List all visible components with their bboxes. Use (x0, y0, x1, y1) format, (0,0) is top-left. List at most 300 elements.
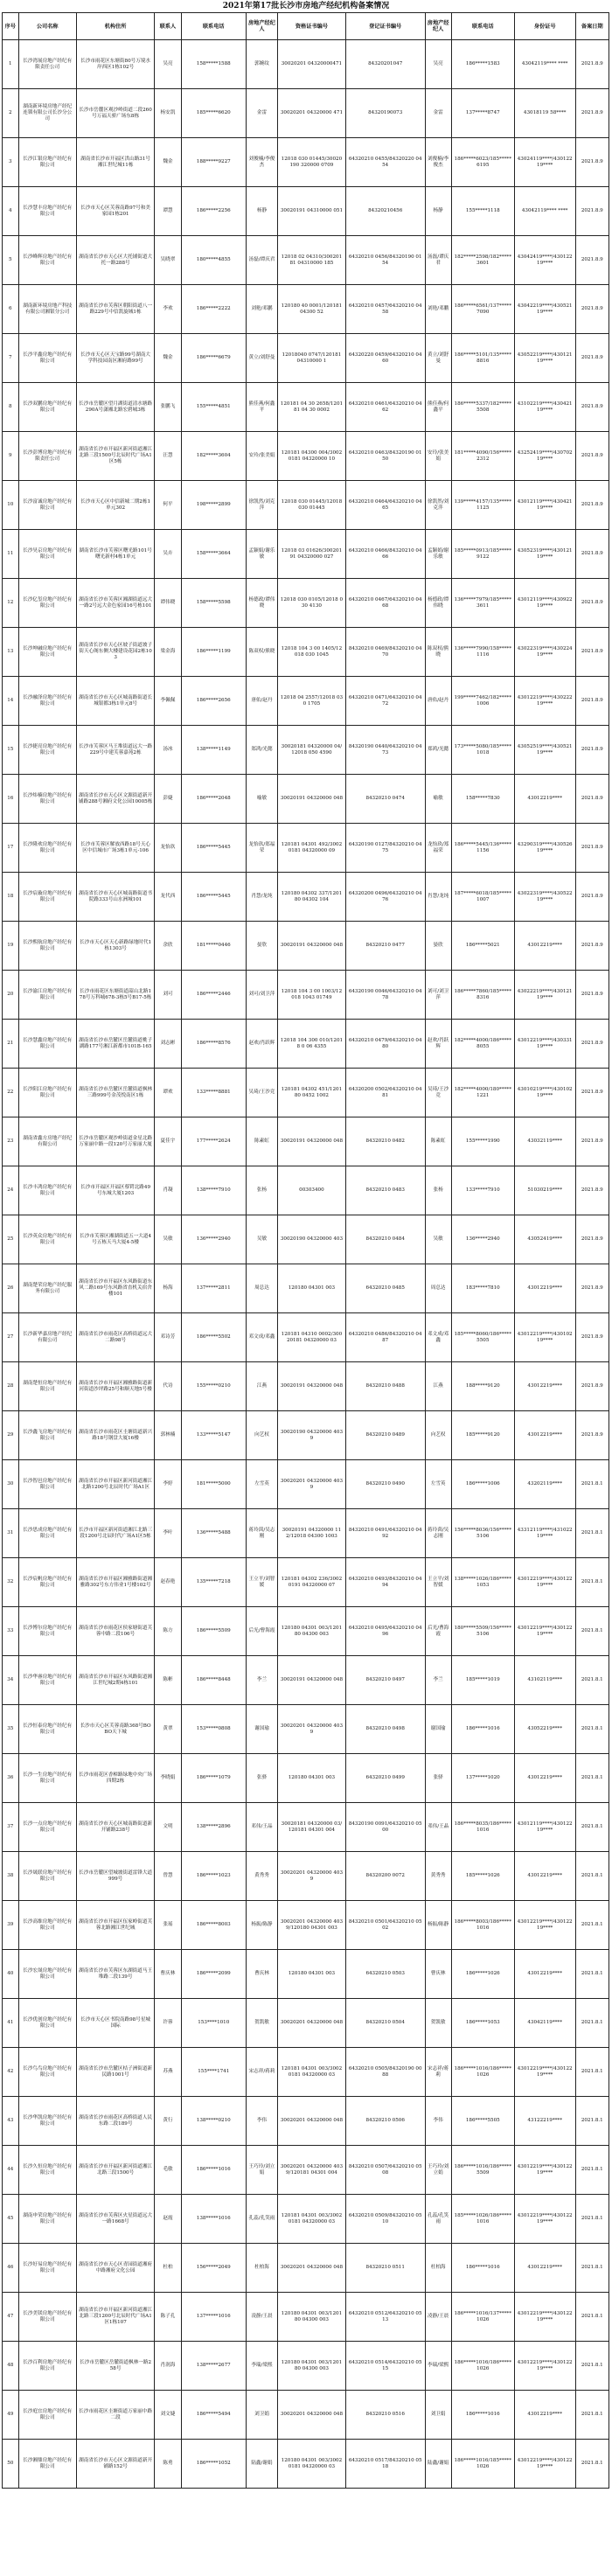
table-row (3, 1607, 609, 1656)
cell-id-no: 43012119****/43042119**** (514, 481, 575, 530)
table-row (3, 1117, 609, 1166)
cell-phone: 153*****0808 (181, 1705, 246, 1754)
header-no: 序号 (3, 13, 19, 40)
cell-date: 2021.8.9 (575, 1020, 609, 1069)
cell-contact: 陈方 (155, 1607, 181, 1656)
cell-contact: 赵霞 (155, 2195, 181, 2244)
cell-phone-2: 187*****6018/185*****1007 (451, 873, 514, 922)
cell-no: 10 (3, 481, 19, 530)
cell-company-name: 长沙百利房地产经纪有限公司 (18, 2342, 76, 2391)
cell-cert-no: 12018 030 01445/12018 030 01445 (277, 481, 345, 530)
cell-date: 2021.8.9 (575, 628, 609, 677)
cell-phone-2: 136*****7979/185*****3611 (451, 579, 514, 628)
cell-contact: 汤冰 (155, 726, 181, 775)
cell-id-no: 43042219****/43052119**** (514, 285, 575, 334)
table-row (3, 922, 609, 971)
cell-address: 湖南省长沙市开福区新河街道湘江北路三段1500号北辰时代广场A1区5栋 (76, 432, 155, 481)
cell-phone: 135*****7218 (181, 1558, 246, 1607)
cell-phone-2: 185*****0913/185*****9122 (451, 530, 514, 579)
cell-cert-no: 12018040 0747/120181 04310000 1 (277, 334, 345, 383)
cell-date: 2021.8.1 (575, 1754, 609, 1803)
cell-agent-2: 后光/曹海霞 (425, 1607, 451, 1656)
cell-date: 2021.8.9 (575, 1215, 609, 1264)
cell-contact: 曾慧 (155, 1852, 181, 1901)
cell-agent-2: 陈双权/熊晓 (425, 628, 451, 677)
cell-id-no: 43012219**** (514, 2244, 575, 2293)
cell-reg-no: 84320210 0498 (345, 1705, 425, 1754)
cell-company-name: 长沙慧丰房地产经纪有限公司 (18, 187, 76, 236)
cell-date: 2021.8.1 (575, 1656, 609, 1705)
cell-agent: 安玲/张美娟 (246, 432, 277, 481)
cell-cert-no: 30020201 04320000 048 (277, 2097, 345, 2146)
cell-contact: 文明 (155, 1803, 181, 1852)
cell-cert-no: 30020201 04320000471 (277, 40, 345, 89)
table-row (3, 1754, 609, 1803)
cell-address: 湖南省长沙市芙蓉区东湖街道马王堆路二段139号 (76, 1950, 155, 1999)
cell-phone: 186*****2099 (181, 1950, 246, 1999)
cell-agent-2: 张驿 (425, 1754, 451, 1803)
cell-no: 38 (3, 1852, 19, 1901)
cell-agent: 左雪英 (246, 1460, 277, 1509)
cell-date: 2021.8.9 (575, 1264, 609, 1313)
cell-date: 2021.8.9 (575, 89, 609, 138)
cell-no: 2 (3, 89, 19, 138)
cell-phone-2: 136*****7990/158*****1116 (451, 628, 514, 677)
cell-no: 45 (3, 2195, 19, 2244)
cell-id-no: 43012219**** (514, 1852, 575, 1901)
cell-agent-2: 徐凯然/刘克萍 (425, 481, 451, 530)
cell-agent: 肖慧/龙纯 (246, 873, 277, 922)
cell-company-name: 长沙江银房地产经纪有限公司 (18, 138, 76, 187)
cell-agent: 向艺权 (246, 1411, 277, 1460)
cell-phone-2: 182*****4000/180*****1221 (451, 1069, 514, 1117)
cell-id-no: 43012219**** (514, 2391, 575, 2440)
cell-phone: 138*****1016 (181, 2195, 246, 2244)
cell-reg-no: 84320200 0072 (345, 1852, 425, 1901)
cell-phone-2: 186*****6561/137*****7090 (451, 285, 514, 334)
cell-id-no: 43252419****/43070219**** (514, 432, 575, 481)
cell-contact: 龙怡玖 (155, 824, 181, 873)
cell-phone: 156*****2049 (181, 2244, 246, 2293)
table-row (3, 432, 609, 481)
cell-date: 2021.8.9 (575, 579, 609, 628)
cell-id-no: 43022319****/43022419**** (514, 628, 575, 677)
document-title: 2021年第17批长沙市房地产经纪机构备案情况 (222, 2, 390, 10)
cell-address: 长沙市芙蓉区湘湖街道五一大道4号五栋天马大厦4-5楼 (76, 1215, 155, 1264)
cell-company-name: 长沙一生房地产经纪有限公司 (18, 1754, 76, 1803)
cell-reg-no: 64320210 0464/64320210 0465 (345, 481, 425, 530)
cell-phone: 177*****2624 (181, 1117, 246, 1166)
table-row (3, 873, 609, 922)
table-row (3, 1460, 609, 1509)
cell-agent-2: 张杨 (425, 1166, 451, 1215)
cell-id-no: 43012219**** (514, 1754, 575, 1803)
cell-phone-2: 186*****1016 (451, 2391, 514, 2440)
cell-cert-no: 120181 04301 492/30020181 04320000 09 (277, 824, 345, 873)
cell-phone-2: 136*****2940 (451, 1215, 514, 1264)
cell-phone: 186*****2656 (181, 677, 246, 726)
cell-cert-no: 12018 04 2557/12018 030 1705 (277, 677, 345, 726)
cell-contact: 肖凝 (155, 1166, 181, 1215)
cell-date: 2021.8.1 (575, 1950, 609, 1999)
table-row (3, 2195, 609, 2244)
cell-contact: 李晓娟 (155, 1754, 181, 1803)
cell-address: 湖南省长沙市开福区湘雅路街道湘雅路302号东方伟业1号楼102号 (76, 1558, 155, 1607)
table-row (3, 1509, 609, 1558)
cell-company-name: 湖南省鑫方房地产经纪有限公司 (18, 1117, 76, 1166)
cell-agent: 刘可/刘卫萍 (246, 971, 277, 1020)
cell-reg-no: 64320210 0512/64320210 0513 (345, 2293, 425, 2342)
cell-date: 2021.8.9 (575, 138, 609, 187)
cell-agent: 贺凯敏 (246, 1999, 277, 2048)
cell-company-name: 湖南楚荣房地产经纪服务有限公司 (18, 1264, 76, 1313)
cell-contact: 谭慧 (155, 187, 181, 236)
cell-contact: 何平 (155, 481, 181, 530)
cell-date: 2021.8.1 (575, 1901, 609, 1950)
header-phone: 联系电话 (181, 13, 246, 40)
header-contact: 联系人 (155, 13, 181, 40)
cell-agent: 黄立/刘舒曼 (246, 334, 277, 383)
cell-agent: 黄秀秀 (246, 1852, 277, 1901)
cell-contact: 张鹏飞 (155, 383, 181, 432)
table-row (3, 530, 609, 579)
cell-agent: 赵欢/肖跃辉 (246, 1020, 277, 1069)
table-row (3, 1803, 609, 1852)
cell-date: 2021.8.9 (575, 677, 609, 726)
cell-no: 46 (3, 2244, 19, 2293)
cell-reg-no: 84320210 0511 (345, 2244, 425, 2293)
cell-reg-no: 64320210 0471/64320210 0472 (345, 677, 425, 726)
table-row (3, 726, 609, 775)
cell-contact: 曹庆林 (155, 1950, 181, 1999)
cell-address: 湖南省长沙市天心区城南路街道书院路333号山水洲城101 (76, 873, 155, 922)
cell-date: 2021.8.1 (575, 1803, 609, 1852)
cell-phone-2: 173*****5080/185*****1018 (451, 726, 514, 775)
table-row (3, 236, 609, 285)
cell-phone: 138*****0210 (181, 2097, 246, 2146)
cell-reg-no: 84320210 0516 (345, 2391, 425, 2440)
cell-contact: 毛敏 (155, 2146, 181, 2195)
cell-phone-2: 186*****1006 (451, 1460, 514, 1509)
cell-contact: 魏金 (155, 334, 181, 383)
cell-reg-no: 64320210 0467/64320210 0468 (345, 579, 425, 628)
cell-phone: 136*****5488 (181, 1509, 246, 1558)
cell-date: 2021.8.9 (575, 236, 609, 285)
cell-id-no: 43102119**** (514, 1656, 575, 1705)
cell-agent: 王立平/刘智媛 (246, 1558, 277, 1607)
cell-agent-2: 杨德政/谭伟晓 (425, 579, 451, 628)
cell-no: 14 (3, 677, 19, 726)
cell-cert-no: 120181 04302 451/120180 0452 1002 (277, 1069, 345, 1117)
cell-cert-no: 30020190 04320000 403 (277, 1215, 345, 1264)
cell-reg-no: 64320210 0457/64320210 0458 (345, 285, 425, 334)
cell-cert-no: 00303400 (277, 1166, 345, 1215)
cell-contact: 梁金海 (155, 628, 181, 677)
cell-cert-no: 12018 03 01626/30020191 04320000 027 (277, 530, 345, 579)
cell-date: 2021.8.1 (575, 2391, 609, 2440)
cell-cert-no: 30020201 04320000 4039 (277, 1705, 345, 1754)
cell-id-no: 43012219****/43012219**** (514, 2195, 575, 2244)
cell-address: 长沙市芙蓉区马王堆街道远大一路229号中建芙蓉嘉苑2栋 (76, 726, 155, 775)
cell-phone: 133*****5147 (181, 1411, 246, 1460)
cell-phone-2: 186*****1016/186*****1026 (451, 2048, 514, 2097)
cell-address: 湖南省长沙市天心区坡子街道坡子街天心阁东侧大楼建设花园2栋103 (76, 628, 155, 677)
cell-agent-2: 黄秀秀 (425, 1852, 451, 1901)
cell-no: 3 (3, 138, 19, 187)
cell-agent: 杨振/陈静 (246, 1901, 277, 1950)
cell-agent: 金雷 (246, 89, 277, 138)
cell-company-name: 长沙博尔房地产经纪有限公司 (18, 1607, 76, 1656)
cell-company-name: 长沙英众房地产经纪有限公司 (18, 1215, 76, 1264)
cell-agent-2: 熊佳燕/何鑫平 (425, 383, 451, 432)
cell-id-no: 43012219**** (514, 1362, 575, 1411)
cell-date: 2021.8.1 (575, 1705, 609, 1754)
cell-id-no: 43042419****/43012219**** (514, 236, 575, 285)
table-row (3, 1411, 609, 1460)
cell-address: 长沙市天心区中信新城二期2栋1单元302 (76, 481, 155, 530)
cell-reg-no: 64320210 0493/84320210 0494 (345, 1558, 425, 1607)
cell-phone: 186*****5494 (181, 2391, 246, 2440)
cell-company-name: 长沙鸟鸟房地产经纪有限公司 (18, 2048, 76, 2097)
cell-id-no: 43012219****/43010219**** (514, 1313, 575, 1362)
cell-agent: 孔蕊/孔笑雨 (246, 2195, 277, 2244)
cell-no: 35 (3, 1705, 19, 1754)
cell-contact: 赵春艳 (155, 1558, 181, 1607)
cell-phone-2: 156*****8036/156*****5106 (451, 1509, 514, 1558)
cell-id-no: 43012219**** (514, 1264, 575, 1313)
cell-agent-2: 周总达 (425, 1264, 451, 1313)
table-row (3, 285, 609, 334)
cell-phone-2: 138*****1026/186*****1053 (451, 1558, 514, 1607)
cell-agent: 刘艳/邓鹏 (246, 285, 277, 334)
cell-company-name: 长沙宸帆房地产经纪有限公司 (18, 1558, 76, 1607)
cell-company-name: 长沙湘鼎房地产经纪有限公司 (18, 2440, 76, 2489)
table-row (3, 1362, 609, 1411)
table-row (3, 1069, 609, 1117)
cell-date: 2021.8.9 (575, 481, 609, 530)
cell-reg-no: 64320200 0502/64320210 0481 (345, 1069, 425, 1117)
table-row (3, 1558, 609, 1607)
cell-id-no: 43012219****/43012219**** (514, 1558, 575, 1607)
cell-phone: 158*****1588 (181, 40, 246, 89)
cell-id-no: 43012219**** (514, 1411, 575, 1460)
cell-contact: 吴卉 (155, 530, 181, 579)
cell-address: 长沙市岳麓区岳麓街道枫林一路258号 (76, 2342, 155, 2391)
cell-agent: 李瑞/梁熙 (246, 2342, 277, 2391)
table-row (3, 1705, 609, 1754)
cell-contact: 刘文婕 (155, 2391, 181, 2440)
cell-agent-2: 汤磊/谭庆君 (425, 236, 451, 285)
cell-id-no: 43290319****/43052619**** (514, 824, 575, 873)
cell-phone-2: 137*****1020 (451, 1754, 514, 1803)
cell-no: 15 (3, 726, 19, 775)
cell-date: 2021.8.1 (575, 1558, 609, 1607)
header-company-name: 公司名称 (18, 13, 76, 40)
cell-cert-no: 30020201 04320000 4039 (277, 1852, 345, 1901)
cell-address: 长沙市雨花区香樟路绿地中央广场四期2栋 (76, 1754, 155, 1803)
cell-date: 2021.8.9 (575, 1166, 609, 1215)
cell-agent-2: 谢国瑜 (425, 1705, 451, 1754)
cell-cert-no: 30020201 04320000 4039/120180 04301 003 (277, 1901, 345, 1950)
cell-reg-no: 64320210 0514/64320210 0515 (345, 2342, 425, 2391)
cell-phone: 186*****2048 (181, 775, 246, 824)
cell-id-no: 43012219****/43022219**** (514, 677, 575, 726)
table-row (3, 1020, 609, 1069)
cell-cert-no: 12018 030 01445/30020190 320000 0709 (277, 138, 345, 187)
cell-phone-2: 183*****7810 (451, 1264, 514, 1313)
cell-phone: 186*****1023 (181, 1852, 246, 1901)
cell-phone-2: 186*****1016/137*****1026 (451, 2293, 514, 2342)
header-agent-2: 房地产经纪人 (425, 13, 451, 40)
cell-company-name: 长沙峰辉房地产经纪有限公司 (18, 236, 76, 285)
cell-phone: 186*****2222 (181, 285, 246, 334)
cell-phone-2: 155*****1990 (451, 1117, 514, 1166)
table-body (3, 40, 609, 2489)
cell-no: 44 (3, 2146, 19, 2195)
cell-no: 47 (3, 2293, 19, 2342)
cell-no: 26 (3, 1264, 19, 1313)
cell-company-name: 湖南新环境房地产科技有限公司湘银分公司 (18, 285, 76, 334)
cell-phone-2: 186*****5021 (451, 922, 514, 971)
cell-agent: 凌静/王晨 (246, 2293, 277, 2342)
cell-address: 湖南省长沙市芙蓉区曙光路101号曙光新村4栋1单元 (76, 530, 155, 579)
cell-cert-no: 30020191 04310000 051 (277, 187, 345, 236)
cell-agent: 喻敏 (246, 775, 277, 824)
cell-id-no: 43042119**** **** (514, 40, 575, 89)
cell-company-name: 长沙亿玺房地产经纪有限公司 (18, 579, 76, 628)
cell-cert-no: 12018 104 3 00 1003/12018 1043 01749 (277, 971, 345, 1020)
cell-reg-no: 84320210 0474 (345, 775, 425, 824)
cell-agent-2: 贺凯敏 (425, 1999, 451, 2048)
cell-company-name: 长沙智邑房地产经纪有限公司 (18, 1460, 76, 1509)
header-date: 备案日期 (575, 13, 609, 40)
cell-company-name: 长沙熙航房地产经纪有限公司 (18, 922, 76, 971)
cell-no: 5 (3, 236, 19, 285)
cell-id-no: 43012219****/43012219**** (514, 1607, 575, 1656)
cell-cert-no: 12018 02 04310/30020181 04310000 185 (277, 236, 345, 285)
table-row (3, 2342, 609, 2391)
cell-company-name: 长沙丰鸿房地产经纪有限公司 (18, 1166, 76, 1215)
cell-address: 湖南省长沙市开福区新河街道湘江北路三段1500号 (76, 2146, 155, 2195)
cell-phone: 186*****1052 (181, 2440, 246, 2489)
cell-agent-2: 宋志祥/蒋莉 (425, 2048, 451, 2097)
cell-cert-no: 120180 04301 003/30020181 04320000 03 (277, 2440, 345, 2489)
cell-date: 2021.8.1 (575, 1999, 609, 2048)
table-row (3, 138, 609, 187)
cell-address: 湖南省长沙市岳麓区桔子洲街道新民路1001号 (76, 2048, 155, 2097)
cell-phone-2: 137*****8747 (451, 89, 514, 138)
cell-contact: 杨安凯 (155, 89, 181, 138)
cell-no: 39 (3, 1901, 19, 1950)
cell-phone-2: 199*****7462/182*****1006 (451, 677, 514, 726)
cell-phone: 186*****2256 (181, 187, 246, 236)
cell-cert-no: 12018 030 0105/12018 030 4130 (277, 579, 345, 628)
cell-reg-no: 84320210 0489 (345, 1411, 425, 1460)
cell-phone-2: 186*****1016/185*****1026 (451, 2440, 514, 2489)
cell-date: 2021.8.9 (575, 40, 609, 89)
cell-address: 湖南省长沙市雨花区高桥街道人民东路二段189号 (76, 2097, 155, 2146)
cell-company-name: 长沙一点房地产经纪有限公司 (18, 1803, 76, 1852)
cell-agent-2: 孟颖娟/谢乐敏 (425, 530, 451, 579)
cell-id-no: 43012219****/43012219**** (514, 2342, 575, 2391)
cell-address: 湖南省长沙市岳麓区岳麓街道桃子湖路177号湘江新都市101B-165 (76, 1020, 155, 1069)
cell-date: 2021.8.1 (575, 2342, 609, 2391)
cell-phone-2: 185*****1026/186*****1016 (451, 2195, 514, 2244)
cell-agent: 李伟 (246, 2097, 277, 2146)
cell-phone: 186*****2446 (181, 971, 246, 1020)
cell-company-name: 长沙庭宜房地产经纪有限公司 (18, 2391, 76, 2440)
cell-phone: 138*****7910 (181, 1166, 246, 1215)
cell-address: 长沙市岳麓区望月湖街道清水塘路290A号潇湘北路宏碧城3栋 (76, 383, 155, 432)
cell-address: 湖南省长沙市芙蓉区朝阳街道八一路229号中信凯旋城1栋 (76, 285, 155, 334)
cell-cert-no: 12018 104 3 00 1405/12018 030 1045 (277, 628, 345, 677)
cell-id-no: 43042119**** **** (514, 187, 575, 236)
cell-cert-no: 120180 04301 003 (277, 1950, 345, 1999)
cell-date: 2021.8.9 (575, 383, 609, 432)
cell-agent-2: 曹庆林 (425, 1950, 451, 1999)
cell-date: 2021.8.9 (575, 873, 609, 922)
cell-company-name: 湖南楚恒房地产经纪有限公司 (18, 1362, 76, 1411)
header-address: 机构住所 (76, 13, 155, 40)
cell-contact: 杨海 (155, 1264, 181, 1313)
cell-cert-no: 30020191 04320000 048 (277, 1656, 345, 1705)
cell-phone: 180*****4855 (181, 236, 246, 285)
cell-contact: 彭婕 (155, 775, 181, 824)
cell-no: 16 (3, 775, 19, 824)
cell-contact: 吴亮 (155, 40, 181, 89)
cell-cert-no: 30020190 04320000 4039 (277, 1411, 345, 1460)
cell-agent-2: 邓伟/王晶 (425, 1803, 451, 1852)
cell-phone-2: 186*****5505 (451, 2097, 514, 2146)
cell-reg-no: 84320210 0482 (345, 1117, 425, 1166)
cell-company-name: 长沙阳江房地产经纪有限公司 (18, 1069, 76, 1117)
cell-reg-no: 64320210 0461/64320210 0462 (345, 383, 425, 432)
cell-phone: 153****1010 (181, 1999, 246, 2048)
cell-reg-no: 84320190073 (345, 89, 425, 138)
cell-contact: 李婷 (155, 1460, 181, 1509)
cell-phone-2: 185*****9120 (451, 1411, 514, 1460)
table-row (3, 628, 609, 677)
cell-phone: 186*****1199 (181, 628, 246, 677)
header-id-no: 身份证号 (514, 13, 575, 40)
header-cert-no: 资格证书编号 (277, 13, 345, 40)
cell-phone: 137*****1016 (181, 2293, 246, 2342)
cell-contact: 李欢 (155, 285, 181, 334)
table-row (3, 334, 609, 383)
cell-reg-no: 84320201047 (345, 40, 425, 89)
cell-cert-no: 30020191 04320000 112/12018 04300 1003 (277, 1509, 345, 1558)
cell-company-name: 长沙晟联房地产经纪有限公司 (18, 1852, 76, 1901)
cell-date: 2021.8.1 (575, 2097, 609, 2146)
cell-agent-2: 唐佑/赵丹 (425, 677, 451, 726)
cell-date: 2021.8.1 (575, 2293, 609, 2342)
cell-phone: 138*****1149 (181, 726, 246, 775)
cell-reg-no: 64320210 0499 (345, 1754, 425, 1803)
cell-phone: 186*****5509 (181, 1607, 246, 1656)
cell-company-name: 长沙彭博房地产经纪有限责任公司 (18, 432, 76, 481)
cell-no: 34 (3, 1656, 19, 1705)
cell-no: 50 (3, 2440, 19, 2489)
cell-phone-2: 186*****6023/185*****6195 (451, 138, 514, 187)
cell-cert-no: 30020201 04320000 048 (277, 2391, 345, 2440)
cell-address: 湖南省长沙市天心区大托铺街道大托一路288号 (76, 236, 155, 285)
cell-reg-no: 84320210 0477 (345, 922, 425, 971)
table-row (3, 40, 609, 89)
table-row (3, 2293, 609, 2342)
cell-agent-2: 李兰 (425, 1656, 451, 1705)
cell-contact: 许蓉 (155, 1999, 181, 2048)
cell-agent-2: 陆鑫/谢娟 (425, 2440, 451, 2489)
